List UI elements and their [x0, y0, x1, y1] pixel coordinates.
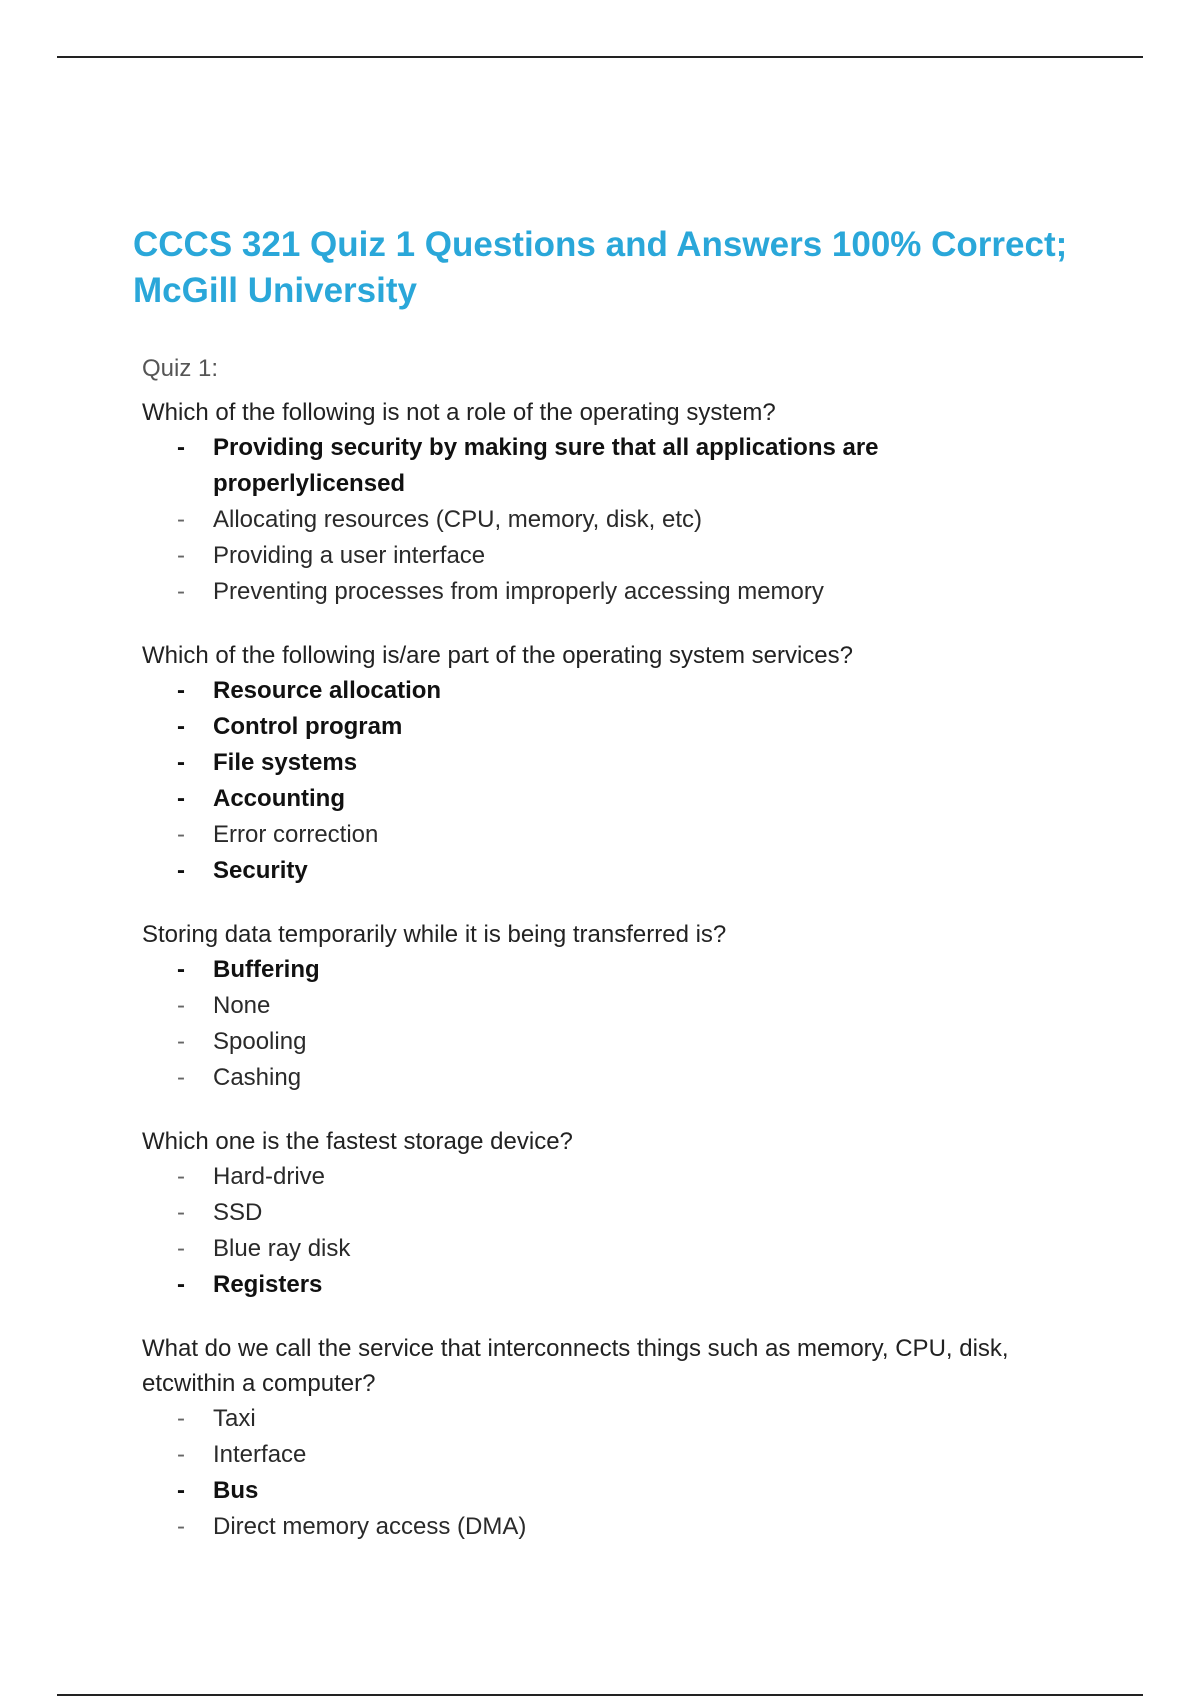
bullet-dash: - [177, 713, 185, 740]
answer-option [142, 745, 1042, 781]
answer-option [142, 1509, 1042, 1545]
answer-option [142, 1231, 1042, 1267]
answer-list [142, 952, 1042, 1096]
answer-list [142, 673, 1042, 889]
document-title: CCCS 321 Quiz 1 Questions and Answers 100% Correct; McGill University [133, 225, 1068, 310]
answer-text: File systems [213, 749, 358, 776]
bullet-dash: - [177, 749, 185, 776]
answer-text: Registers [213, 1271, 323, 1298]
answer-text: Security [213, 857, 308, 884]
answer-text: Preventing processes from improperly accessing memory [213, 578, 824, 605]
question-text: Which of the following is not a role of the operating system? [142, 399, 776, 426]
answer-option [142, 1473, 1042, 1509]
answer-text: Accounting [213, 785, 345, 812]
bullet-dash: - [177, 542, 185, 569]
answer-text: Direct memory access (DMA) [213, 1513, 527, 1540]
answer-text: Bus [213, 1477, 259, 1504]
bullet-dash: - [177, 1405, 185, 1432]
answer-list [142, 1159, 1042, 1303]
bullet-dash: - [177, 992, 185, 1019]
answer-text: Cashing [213, 1064, 302, 1091]
bottom-divider [57, 1694, 1143, 1696]
answer-option [142, 952, 1042, 988]
bullet-dash: - [177, 1064, 185, 1091]
question-text: Which of the following is/are part of the operating system services? [142, 642, 853, 669]
answer-option [142, 574, 1042, 610]
bullet-dash: - [177, 956, 185, 983]
answer-option [142, 502, 1042, 538]
bullet-dash: - [177, 1271, 185, 1298]
question-2 [142, 638, 1042, 889]
answer-option [142, 709, 1042, 745]
bullet-dash: - [177, 1513, 185, 1540]
answer-text: Interface [213, 1441, 307, 1468]
answer-option [142, 1401, 1042, 1437]
answer-list [142, 430, 1042, 610]
bullet-dash: - [177, 1199, 185, 1226]
quiz-label: Quiz 1: [142, 355, 219, 382]
answer-option [142, 1159, 1042, 1195]
answer-text: None [213, 992, 271, 1019]
answer-text: Spooling [213, 1028, 307, 1055]
answer-text: Hard-drive [213, 1163, 326, 1190]
answer-option [142, 1267, 1042, 1303]
answer-text: SSD [213, 1199, 263, 1226]
top-divider [57, 56, 1143, 58]
answer-option [142, 430, 1042, 502]
answer-text: Resource allocation [213, 677, 442, 704]
bullet-dash: - [177, 506, 185, 533]
answer-option [142, 781, 1042, 817]
answer-option [142, 673, 1042, 709]
bullet-dash: - [177, 821, 185, 848]
bullet-dash: - [177, 785, 185, 812]
bullet-dash: - [177, 578, 185, 605]
question-text: What do we call the service that interconnects things such as memory, CPU, disk, etcwithin a computer? [142, 1335, 1009, 1397]
question-4 [142, 1124, 1042, 1303]
bullet-dash: - [177, 1477, 185, 1504]
question-5 [142, 1331, 1042, 1545]
bullet-dash: - [177, 434, 185, 461]
answer-text: Control program [213, 713, 403, 740]
answer-text: Taxi [213, 1405, 256, 1432]
bullet-dash: - [177, 857, 185, 884]
answer-text: Blue ray disk [213, 1235, 351, 1262]
answer-text: Allocating resources (CPU, memory, disk, etc) [213, 506, 703, 533]
bullet-dash: - [177, 1163, 185, 1190]
answer-text: Error correction [213, 821, 379, 848]
question-text: Storing data temporarily while it is being transferred is? [142, 921, 727, 948]
answer-option [142, 538, 1042, 574]
bullet-dash: - [177, 1235, 185, 1262]
question-1 [142, 395, 1042, 610]
answer-option [142, 1024, 1042, 1060]
answer-option [142, 1195, 1042, 1231]
answer-option [142, 1060, 1042, 1096]
answer-list [142, 1401, 1042, 1545]
bullet-dash: - [177, 1028, 185, 1055]
bullet-dash: - [177, 1441, 185, 1468]
bullet-dash: - [177, 677, 185, 704]
answer-text: Buffering [213, 956, 320, 983]
question-3 [142, 917, 1042, 1096]
answer-option [142, 988, 1042, 1024]
answer-text: Providing a user interface [213, 542, 486, 569]
quiz-content [142, 353, 1042, 1573]
answer-text: Providing security by making sure that all applications are properlylicensed [213, 434, 879, 497]
answer-option [142, 853, 1042, 889]
question-text: Which one is the fastest storage device? [142, 1128, 573, 1155]
answer-option [142, 817, 1042, 853]
answer-option [142, 1437, 1042, 1473]
